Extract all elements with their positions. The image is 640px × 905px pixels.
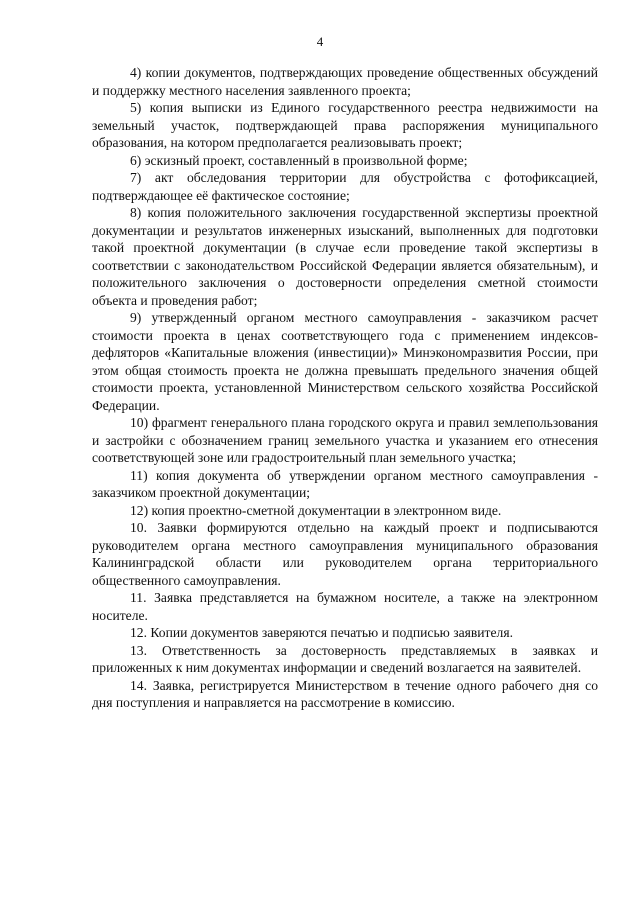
- paragraph-item-12: 12) копия проектно-сметной документации в электронном виде.: [130, 502, 502, 518]
- paragraph-item-9: 9) утвержденный органом местного самоуправления - заказчиком расчет стоимости проекта в ценах соответствующего года с применением индексов-дефляторов «Капитальные вложения (инвестиции)» Минэкономразвития России, при этом общая стоимость проекта не должна превышать предельного значения общей стоимости проекта, установленной Министерством сельского хозяйства Российской Федерации.: [92, 310, 598, 413]
- page-number: 4: [316, 34, 324, 49]
- paragraph-item-6: 6) эскизный проект, составленный в произвольной форме;: [130, 152, 468, 168]
- paragraph-clause-10: 10. Заявки формируются отдельно на каждый проект и подписываются руководителем органа местного самоуправления муниципального образования Калининградской области или руководителем органа территориального общественного самоуправления.: [92, 520, 598, 588]
- paragraph-clause-12: 12. Копии документов заверяются печатью и подписью заявителя.: [130, 625, 513, 640]
- paragraph-clause-11: 11. Заявка представляется на бумажном носителе, а также на электронном носителе.: [92, 590, 598, 623]
- paragraph-item-7: 7) акт обследования территории для обустройства с фотофиксацией, подтверждающее её фактическое состояние;: [92, 170, 598, 203]
- paragraph-item-10: 10) фрагмент генерального плана городского округа и правил землепользования и застройки с обозначением границ земельного участка и указанием его отнесения соответствующей зоне или градостроительный план земельного участка;: [92, 415, 598, 465]
- paragraph-item-8: 8) копия положительного заключения государственной экспертизы проектной документации и результатов инженерных изысканий, выполненных для подготовки такой проектной документации (в случае если проведение такой экспертизы в соответствии с законодательством Российской Федерации является обязательным), и положительного заключения о достоверности определения сметной стоимости объекта и проведения работ;: [92, 205, 598, 308]
- paragraph-clause-13: 13. Ответственность за достоверность представляемых в заявках и приложенных к ним документах информации и сведений возлагается на заявителей.: [92, 642, 598, 675]
- paragraph-item-4: 4) копии документов, подтверждающих проведение общественных обсуждений и поддержку местного населения заявленного проекта;: [92, 65, 598, 98]
- paragraph-item-5: 5) копия выписки из Единого государственного реестра недвижимости на земельный участок, подтверждающей права распоряжения муниципального образования, на котором предполагается реализовывать проект;: [92, 100, 598, 150]
- paragraph-clause-14: 14. Заявка, регистрируется Министерством в течение одного рабочего дня со дня поступления и направляется на рассмотрение в комиссию.: [92, 677, 598, 710]
- paragraph-item-11: 11) копия документа об утверждении органом местного самоуправления - заказчиком проектной документации;: [92, 467, 598, 500]
- document-body: [92, 64, 598, 712]
